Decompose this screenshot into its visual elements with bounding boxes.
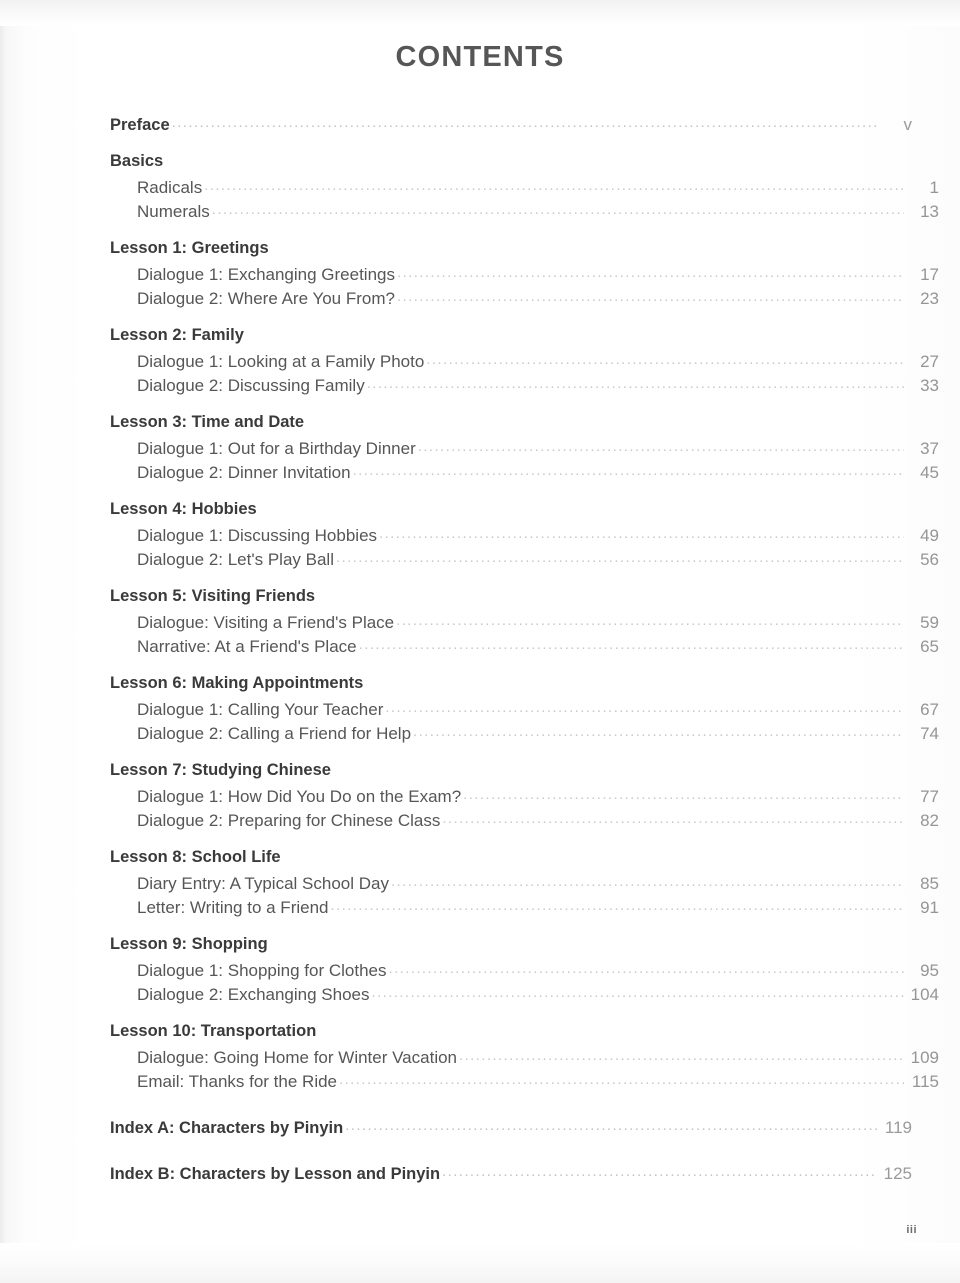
toc-entry-index[interactable] — [110, 1162, 912, 1186]
dot-leader — [353, 461, 904, 478]
toc-entry-label: Dialogue 2: Let's Play Ball — [137, 550, 334, 569]
toc-entry-sub[interactable] — [110, 896, 939, 920]
toc-entry-page-number: 33 — [920, 376, 939, 395]
toc-entry-page-number: 13 — [920, 202, 939, 221]
toc-entry-label: Lesson 5: Visiting Friends — [110, 587, 316, 605]
toc-entry-page-number: 65 — [920, 637, 939, 656]
toc-entry-page-number: 59 — [920, 613, 939, 632]
toc-entry-section[interactable] — [110, 935, 912, 959]
toc-entry-label: Dialogue 1: Looking at a Family Photo — [137, 352, 425, 371]
toc-entry-section[interactable] — [110, 761, 912, 785]
toc-entry-sub[interactable] — [110, 548, 939, 572]
toc-entry-page-number: 17 — [920, 265, 939, 284]
toc-entry-sub[interactable] — [110, 176, 939, 200]
dot-leader — [331, 896, 905, 913]
dot-leader — [379, 524, 904, 541]
toc-entry-label: Lesson 3: Time and Date — [110, 413, 305, 431]
toc-entry-page-number: 115 — [911, 1072, 939, 1091]
toc-entry-label: Lesson 7: Studying Chinese — [110, 761, 331, 779]
toc-entry-section[interactable] — [110, 587, 912, 611]
dot-leader — [389, 959, 905, 976]
toc-entry-label: Dialogue 1: Shopping for Clothes — [137, 961, 387, 980]
toc-entry-section[interactable] — [110, 413, 912, 437]
toc-entry-label: Radicals — [137, 178, 203, 197]
toc-entry-page-number: 109 — [910, 1048, 939, 1067]
toc-entry-page-number: 95 — [920, 961, 939, 980]
dot-leader — [459, 1046, 904, 1063]
toc-entry-sub[interactable] — [110, 287, 939, 311]
toc-entry-page-number: 82 — [920, 811, 939, 830]
dot-leader — [385, 698, 904, 715]
toc-entry-label: Lesson 2: Family — [110, 326, 244, 344]
toc-entry-sub[interactable] — [110, 809, 939, 833]
toc-entry-sub[interactable] — [110, 350, 939, 374]
toc-entry-label: Preface — [110, 116, 170, 134]
toc-entry-sub[interactable] — [110, 374, 939, 398]
toc-entry-label: Lesson 6: Making Appointments — [110, 674, 364, 692]
toc-entry-sub[interactable] — [110, 1046, 939, 1070]
toc-entry-label: Letter: Writing to a Friend — [137, 898, 329, 917]
toc-entry-list — [110, 113, 939, 1186]
toc-entry-label: Numerals — [137, 202, 210, 221]
dot-leader — [172, 113, 877, 130]
toc-entry-section[interactable] — [110, 152, 912, 176]
toc-entry-label: Lesson 4: Hobbies — [110, 500, 257, 518]
toc-entry-section[interactable] — [110, 500, 912, 524]
toc-entry-label: Lesson 10: Transportation — [110, 1022, 317, 1040]
dot-leader — [413, 722, 904, 739]
dot-leader — [391, 872, 904, 889]
toc-entry-sub[interactable] — [110, 461, 939, 485]
toc-entry-page-number: 27 — [920, 352, 939, 371]
toc-entry-page-number: 23 — [920, 289, 939, 308]
toc-entry-label: Lesson 9: Shopping — [110, 935, 268, 953]
toc-entry-page-number: 49 — [920, 526, 939, 545]
toc-entry-page-number: 77 — [920, 787, 939, 806]
dot-leader — [204, 176, 904, 193]
toc-entry-sub[interactable] — [110, 524, 939, 548]
toc-entry-section[interactable] — [110, 674, 912, 698]
toc-entry-section[interactable] — [110, 1022, 912, 1046]
dot-leader — [367, 374, 904, 391]
dot-leader — [345, 1116, 877, 1133]
toc-entry-page-number: 1 — [929, 178, 939, 197]
dot-leader — [359, 635, 904, 652]
page-title: CONTENTS — [395, 41, 565, 73]
toc-entry-label: Dialogue 2: Dinner Invitation — [137, 463, 351, 482]
toc-entry-page-number: 37 — [920, 439, 939, 458]
dot-leader — [339, 1070, 904, 1087]
dot-leader — [336, 548, 904, 565]
toc-entry-sub[interactable] — [110, 635, 939, 659]
dot-leader — [397, 287, 904, 304]
dot-leader — [426, 350, 904, 367]
toc-entry-label: Index A: Characters by Pinyin — [110, 1119, 344, 1137]
toc-entry-sub[interactable] — [110, 722, 939, 746]
toc-entry-page-number: 125 — [883, 1164, 912, 1183]
dot-leader — [442, 1162, 877, 1179]
toc-entry-page-number: 91 — [920, 898, 939, 917]
toc-entry-label: Index B: Characters by Lesson and Pinyin — [110, 1165, 441, 1183]
toc-entry-section[interactable] — [110, 326, 912, 350]
toc-entry-sub[interactable] — [110, 263, 939, 287]
dot-leader — [397, 263, 904, 280]
toc-entry-sub[interactable] — [110, 959, 939, 983]
toc-entry-label: Narrative: At a Friend's Place — [137, 637, 357, 656]
toc-entry-sub[interactable] — [110, 611, 939, 635]
toc-entry-label: Dialogue: Visiting a Friend's Place — [137, 613, 395, 632]
toc-entry-label: Dialogue 2: Preparing for Chinese Class — [137, 811, 441, 830]
toc-entry-index[interactable] — [110, 1116, 912, 1140]
toc-entry-page-number: 85 — [920, 874, 939, 893]
toc-entry-sub[interactable] — [110, 437, 939, 461]
toc-entry-page-number: 56 — [920, 550, 939, 569]
toc-entry-label: Dialogue 1: How Did You Do on the Exam? — [137, 787, 462, 806]
toc-entry-label: Dialogue 1: Calling Your Teacher — [137, 700, 384, 719]
dot-leader — [442, 809, 904, 826]
toc-entry-label: Dialogue 1: Exchanging Greetings — [137, 265, 395, 284]
toc-entry-sub[interactable] — [110, 872, 939, 896]
toc-entry-sub[interactable] — [110, 698, 939, 722]
toc-entry-label: Basics — [110, 152, 164, 170]
toc-entry-sub[interactable] — [110, 200, 939, 224]
toc-entry-label: Dialogue 2: Exchanging Shoes — [137, 985, 370, 1004]
toc-entry-page-number: v — [903, 115, 912, 134]
dot-leader — [396, 611, 904, 628]
toc-entry-label: Dialogue 2: Where Are You From? — [137, 289, 395, 308]
toc-entry-label: Email: Thanks for the Ride — [137, 1072, 337, 1091]
toc-entry-label: Diary Entry: A Typical School Day — [137, 874, 389, 893]
toc-entry-section[interactable] — [110, 239, 912, 263]
toc-entry-label: Dialogue 1: Out for a Birthday Dinner — [137, 439, 416, 458]
toc-entry-label: Lesson 1: Greetings — [110, 239, 269, 257]
dot-leader — [212, 200, 904, 217]
toc-entry-label: Lesson 8: School Life — [110, 848, 281, 866]
toc-entry-page-number: 104 — [910, 985, 939, 1004]
toc-entry-page-number: 67 — [920, 700, 939, 719]
toc-entry-label: Dialogue 1: Discussing Hobbies — [137, 526, 378, 545]
toc-entry-page-number: 45 — [920, 463, 939, 482]
toc-entry-label: Dialogue: Going Home for Winter Vacation — [137, 1048, 458, 1067]
dot-leader — [372, 983, 905, 1000]
toc-entry-label: Dialogue 2: Calling a Friend for Help — [137, 724, 412, 743]
dot-leader — [463, 785, 904, 802]
toc-entry-sub[interactable] — [110, 785, 939, 809]
toc-entry-label: Dialogue 2: Discussing Family — [137, 376, 365, 395]
dot-leader — [418, 437, 904, 454]
toc-entry-section[interactable] — [110, 113, 912, 137]
toc-entry-page-number: 74 — [920, 724, 939, 743]
toc-entry-sub[interactable] — [110, 1070, 939, 1094]
toc-entry-sub[interactable] — [110, 983, 939, 1007]
toc-entry-section[interactable] — [110, 848, 912, 872]
page-folio-number: iii — [906, 1224, 917, 1236]
toc-entry-page-number: 119 — [884, 1118, 912, 1137]
